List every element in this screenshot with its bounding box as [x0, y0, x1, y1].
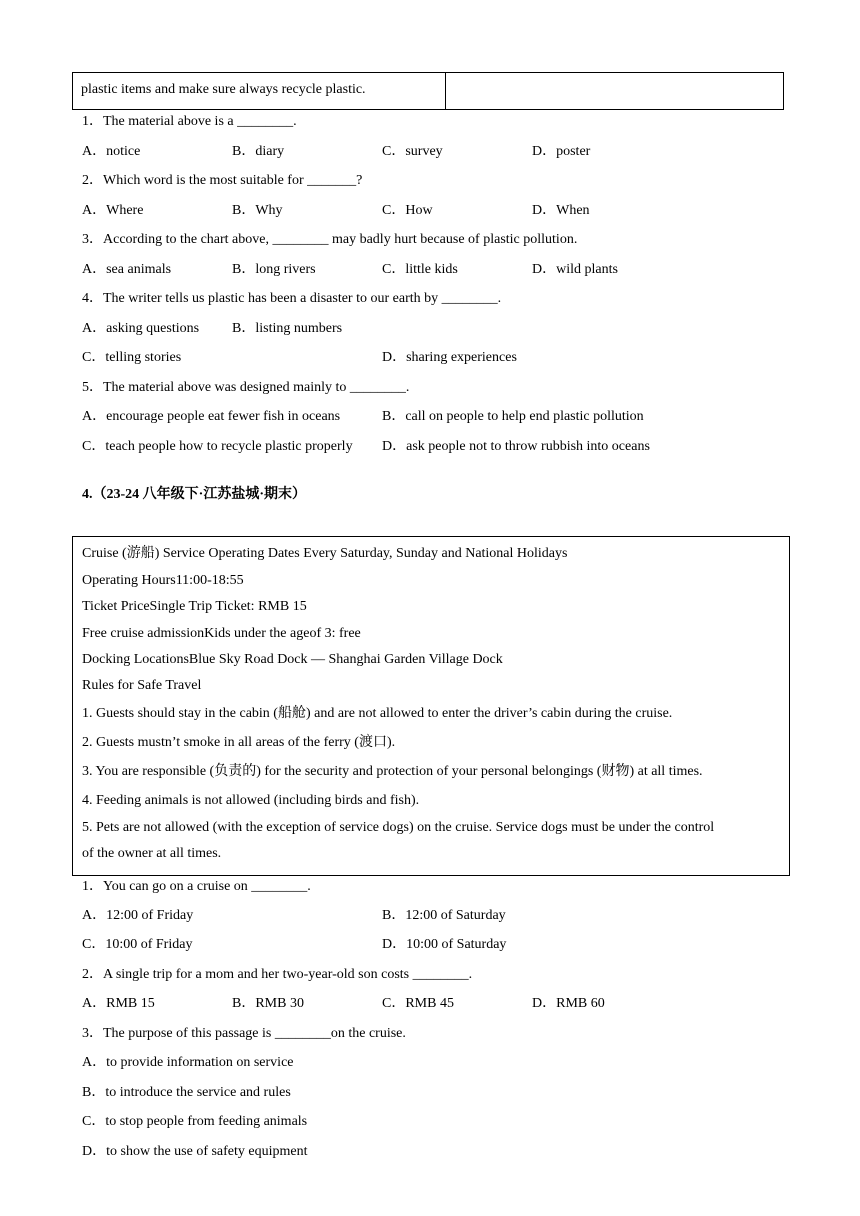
section-heading: 4.（23-24 八年级下·江苏盐城·期末）	[82, 487, 306, 502]
option: B．to introduce the service and rules	[82, 1085, 291, 1100]
option: C．telling stories	[82, 350, 182, 365]
notice-line: 2. Guests mustn’t smoke in all areas of the ferry (渡口).	[82, 735, 396, 750]
question-stem: 1．The material above is a ________.	[82, 114, 297, 129]
notice-line: Cruise (游船) Service Operating Dates Every Saturday, Sunday and National Holidays	[82, 546, 568, 561]
option: A．12:00 of Friday	[82, 908, 194, 923]
option: A．sea animals	[82, 262, 172, 277]
notice-line: Rules for Safe Travel	[82, 678, 202, 693]
option: C．10:00 of Friday	[82, 937, 193, 952]
notice-line: 3. You are responsible (负责的) for the security and protection of your personal belongings (财物) at all times.	[82, 764, 703, 779]
question-stem: 4．The writer tells us plastic has been a disaster to our earth by ________.	[82, 291, 502, 306]
notice-line: of the owner at all times.	[82, 846, 222, 861]
option: D．10:00 of Saturday	[382, 937, 507, 952]
table-divider	[445, 73, 446, 109]
question-stem: 3．According to the chart above, ________ may badly hurt because of plastic pollution.	[82, 232, 578, 247]
top-table-left-cell: plastic items and make sure always recycle plastic.	[81, 82, 366, 97]
option: B．12:00 of Saturday	[382, 908, 506, 923]
option: B．RMB 30	[232, 996, 304, 1011]
option: D．sharing experiences	[382, 350, 517, 365]
option: B．long rivers	[232, 262, 316, 277]
option: B．listing numbers	[232, 321, 343, 336]
option: D．When	[532, 203, 590, 218]
option: B．call on people to help end plastic pollution	[382, 409, 644, 424]
notice-line: Docking LocationsBlue Sky Road Dock — Shanghai Garden Village Dock	[82, 652, 503, 667]
option: C．RMB 45	[382, 996, 454, 1011]
option: C．How	[382, 203, 433, 218]
notice-line: 1. Guests should stay in the cabin (船舱) and are not allowed to enter the driver’s cabin during the cruise.	[82, 706, 673, 721]
question-stem: 3．The purpose of this passage is ________on the cruise.	[82, 1026, 406, 1041]
option: B．Why	[232, 203, 283, 218]
notice-line: 4. Feeding animals is not allowed (including birds and fish).	[82, 793, 420, 808]
option: C．little kids	[382, 262, 458, 277]
question-stem: 2．A single trip for a mom and her two-year-old son costs ________.	[82, 967, 473, 982]
option: A．encourage people eat fewer fish in oceans	[82, 409, 341, 424]
option: A．RMB 15	[82, 996, 155, 1011]
option: A．notice	[82, 144, 141, 159]
top-table	[72, 72, 784, 110]
option: C．survey	[382, 144, 443, 159]
option: A．to provide information on service	[82, 1055, 294, 1070]
option: D．to show the use of safety equipment	[82, 1144, 308, 1159]
option: B．diary	[232, 144, 285, 159]
question-stem: 5．The material above was designed mainly to ________.	[82, 380, 410, 395]
option: C．teach people how to recycle plastic properly	[82, 439, 353, 454]
notice-line: Free cruise admissionKids under the ageof 3: free	[82, 626, 361, 641]
option: D．wild plants	[532, 262, 618, 277]
option: A．asking questions	[82, 321, 200, 336]
question-stem: 1．You can go on a cruise on ________.	[82, 879, 311, 894]
option: D．poster	[532, 144, 591, 159]
option: D．ask people not to throw rubbish into oceans	[382, 439, 650, 454]
notice-line: Ticket PriceSingle Trip Ticket: RMB 15	[82, 599, 307, 614]
notice-line: Operating Hours11:00-18:55	[82, 573, 244, 588]
notice-line: 5. Pets are not allowed (with the exception of service dogs) on the cruise. Service dogs must be under the control	[82, 820, 715, 835]
question-stem: 2．Which word is the most suitable for _______?	[82, 173, 363, 188]
option: D．RMB 60	[532, 996, 605, 1011]
option: C．to stop people from feeding animals	[82, 1114, 308, 1129]
notice-box	[72, 536, 790, 876]
option: A．Where	[82, 203, 144, 218]
